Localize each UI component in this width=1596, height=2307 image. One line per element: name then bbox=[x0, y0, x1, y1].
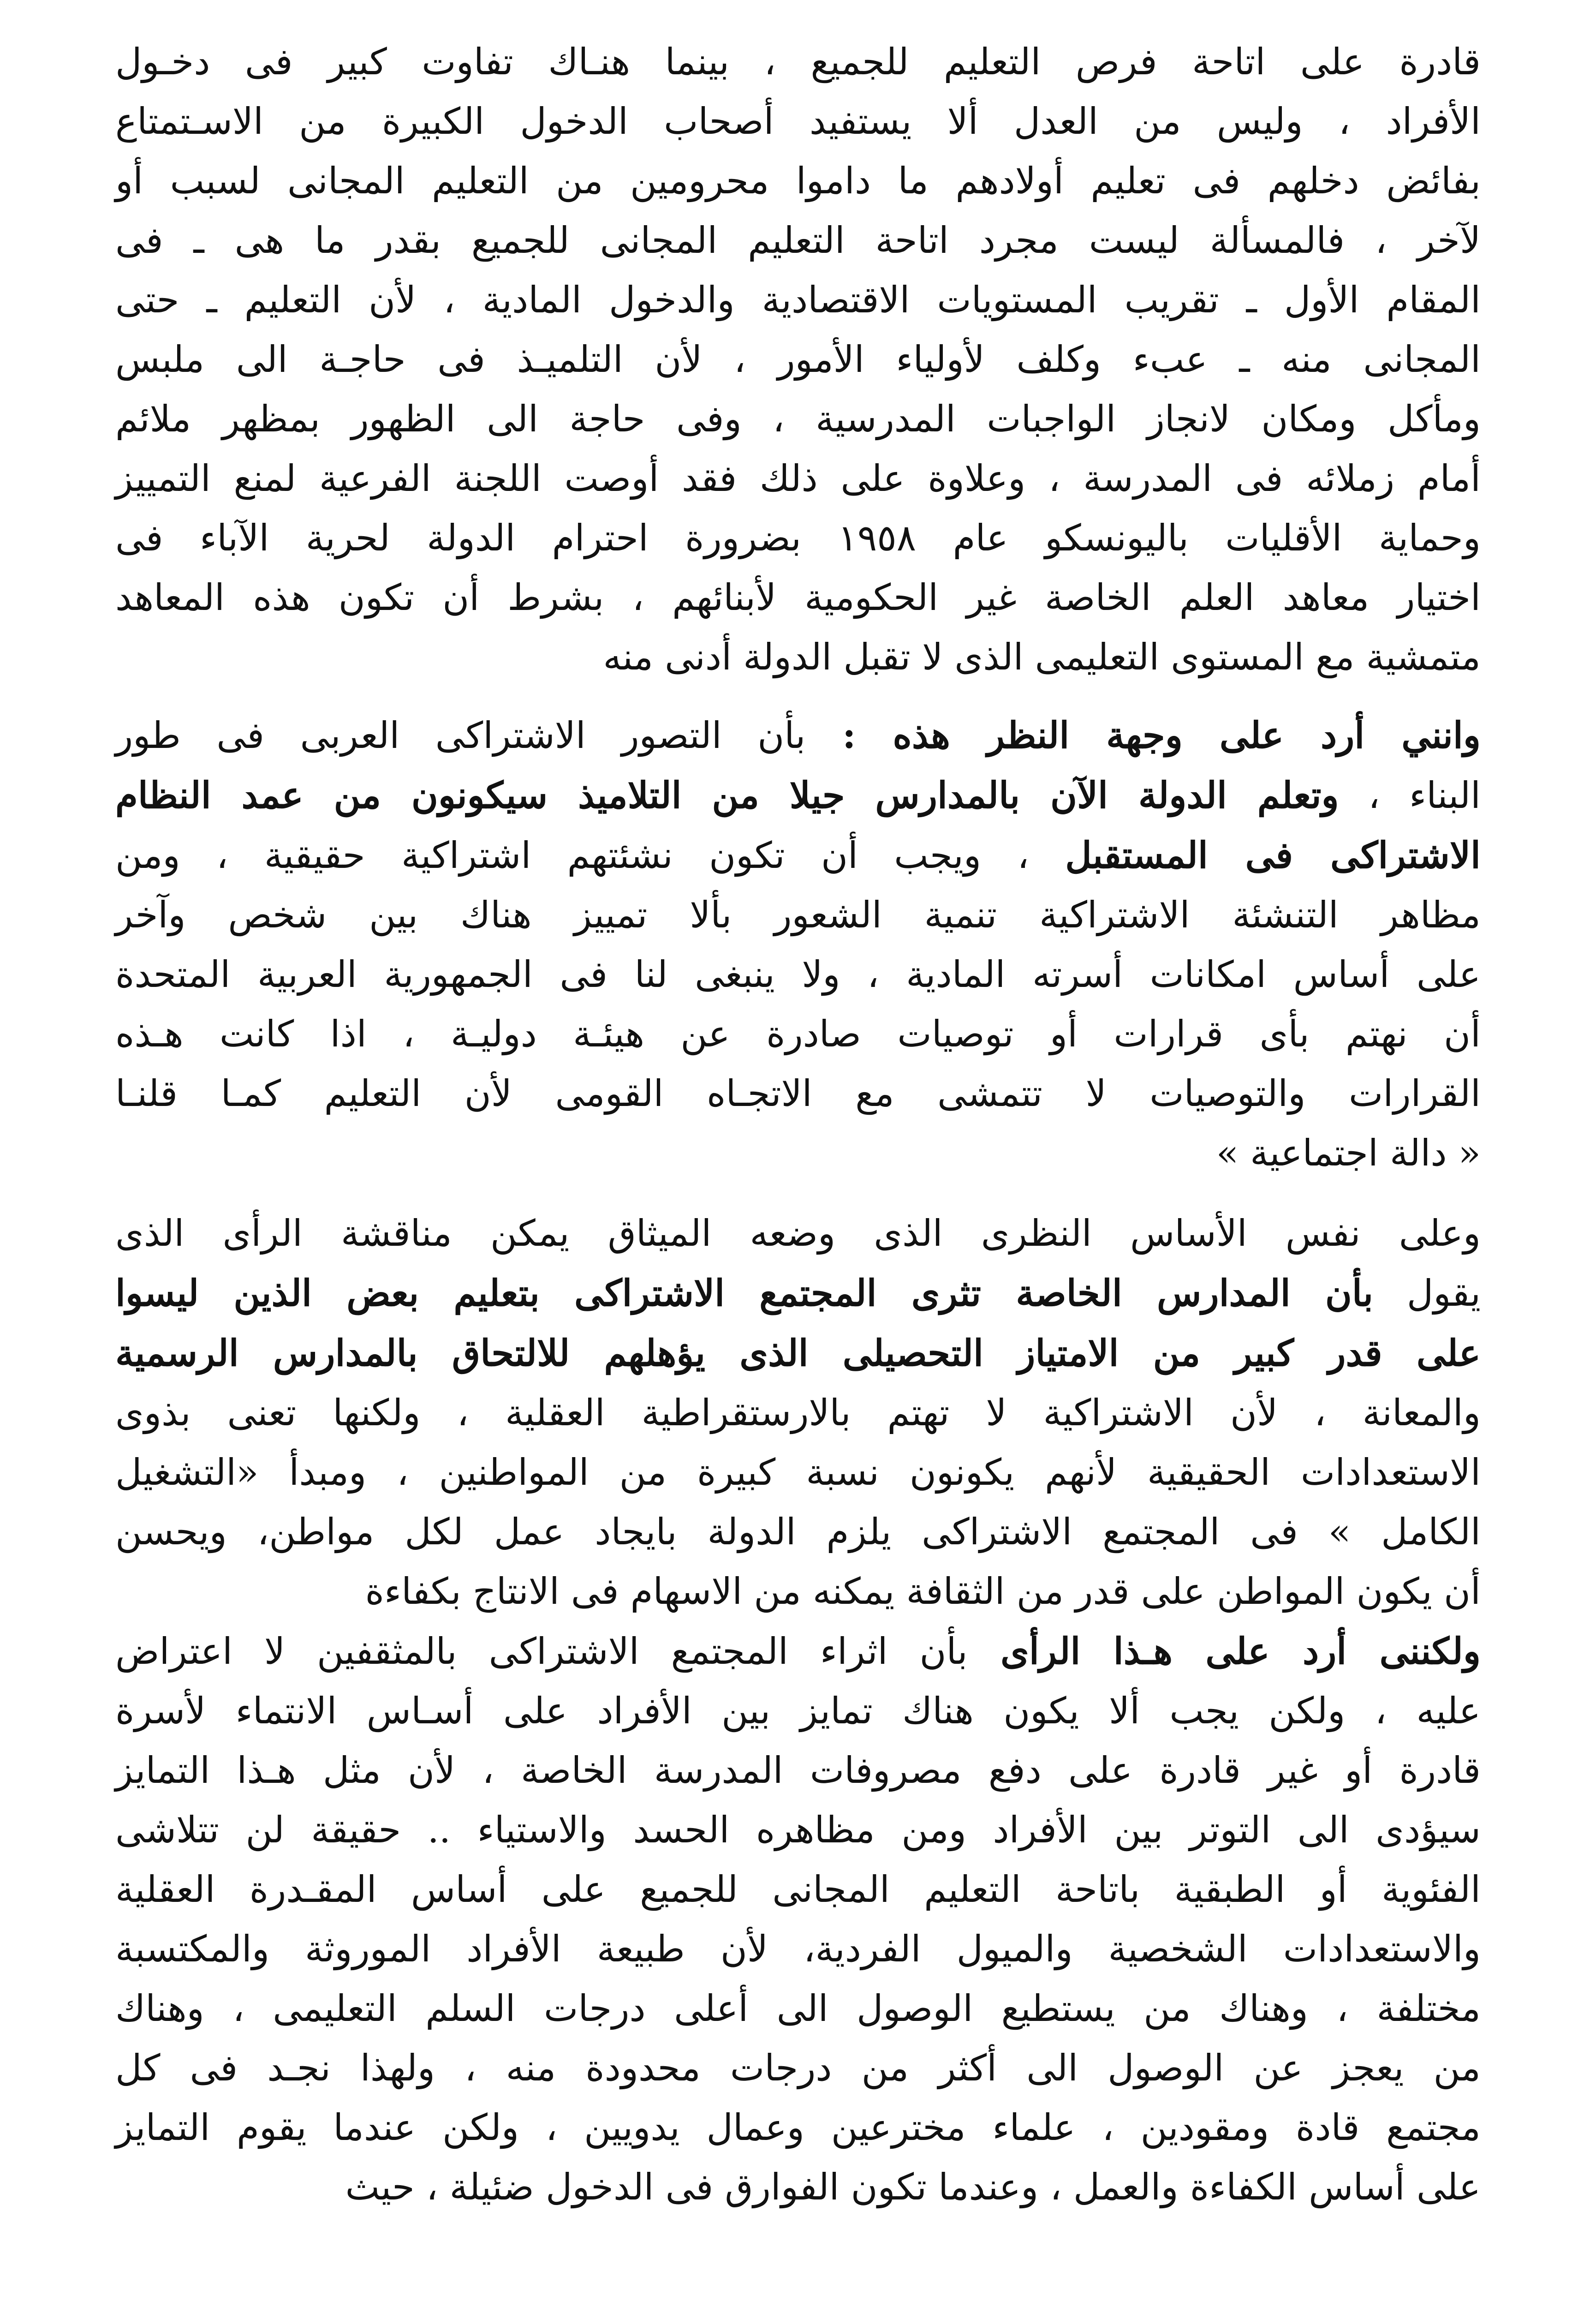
text-line bbox=[115, 705, 1481, 765]
text-line bbox=[115, 330, 1481, 389]
text-line bbox=[115, 1562, 1481, 1621]
text-line bbox=[115, 449, 1481, 508]
text-segment: الفئوية أو الطبقية باتاحة التعليم المجانى للجميع على أساس المقـدرة العقلية bbox=[115, 1868, 1481, 1911]
text-line bbox=[115, 1860, 1481, 1919]
bold-text-segment: على قدر كبير من الامتياز التحصيلى الذى يؤهلهم للالتحاق بالمدارس الرسمية bbox=[115, 1332, 1481, 1375]
text-segment: من يعجز عن الوصول الى أكثر من درجات محدودة منه ، ولهذا نجـد فى كل bbox=[115, 2047, 1481, 2089]
paragraph-2 bbox=[115, 705, 1481, 1183]
text-segment: القرارات والتوصيات لا تتمشى مع الاتجـاه القومى لأن التعليم كمـا قلنـا bbox=[115, 1072, 1481, 1115]
text-line bbox=[115, 2158, 1481, 2217]
text-line bbox=[115, 1263, 1481, 1323]
text-line bbox=[115, 2098, 1481, 2158]
text-line bbox=[115, 389, 1481, 449]
text-line bbox=[115, 825, 1481, 885]
text-segment: سيؤدى الى التوتر بين الأفراد ومن مظاهره الحسد والاستياء .. حقيقة لن تتلاشى bbox=[115, 1809, 1481, 1851]
paragraph-4 bbox=[115, 1621, 1481, 2217]
text-line bbox=[115, 628, 1481, 687]
text-segment: عليه ، ولكن يجب ألا يكون هناك تمايز بين الأفراد على أسـاس الانتماء لأسرة bbox=[115, 1690, 1481, 1732]
text-line bbox=[115, 1621, 1481, 1681]
text-segment: مختلفة ، وهناك من يستطيع الوصول الى أعلى درجات السلم التعليمى ، وهناك bbox=[115, 1987, 1481, 2030]
text-segment: مظاهر التنشئة الاشتراكية تنمية الشعور بألا تمييز هناك بين شخص وآخر bbox=[115, 894, 1481, 936]
text-segment: اختيار معاهد العلم الخاصة غير الحكومية لأبنائهم ، بشرط أن تكون هذه المعاهد bbox=[115, 576, 1481, 619]
text-segment: « دالة اجتماعية » bbox=[1216, 1132, 1481, 1174]
paragraph-1 bbox=[115, 32, 1481, 687]
text-segment: مجتمع قادة ومقودين ، علماء مخترعين وعمال يدويين ، ولكن عندما يقوم التمايز bbox=[115, 2106, 1481, 2149]
text-segment: على أساس الكفاءة والعمل ، وعندما تكون الفوارق فى الدخول ضئيلة ، حيث bbox=[345, 2166, 1481, 2208]
text-line bbox=[115, 885, 1481, 945]
text-segment: وحماية الأقليات باليونسكو عام ١٩٥٨ بضرورة احترام الدولة لحرية الآباء فى bbox=[115, 517, 1481, 559]
text-segment: المقام الأول ـ تقريب المستويات الاقتصادية والدخول المادية ، لأن التعليم ـ حتى bbox=[115, 279, 1481, 321]
text-line bbox=[115, 1323, 1481, 1383]
text-line bbox=[115, 151, 1481, 211]
text-line bbox=[115, 1124, 1481, 1183]
text-segment: على أساس امكانات أسرته المادية ، ولا ينبغى لنا فى الجمهورية العربية المتحدة bbox=[115, 953, 1481, 996]
text-segment: متمشية مع المستوى التعليمى الذى لا تقبل الدولة أدنى منه bbox=[603, 636, 1481, 678]
paragraph-3 bbox=[115, 1204, 1481, 1621]
bold-text-segment: وتعلم الدولة الآن بالمدارس جيلا من التلاميذ سيكونون من عمد النظام bbox=[115, 774, 1339, 817]
text-line bbox=[115, 92, 1481, 151]
text-line bbox=[115, 568, 1481, 628]
text-segment: الكامل » فى المجتمع الاشتراكى يلزم الدولة بايجاد عمل لكل مواطن، ويحسن bbox=[115, 1511, 1481, 1553]
text-line bbox=[115, 765, 1481, 825]
text-segment: يقول bbox=[1373, 1272, 1481, 1315]
bold-text-segment: الاشتراكى فى المستقبل bbox=[1065, 834, 1481, 877]
text-segment: بفائض دخلهم فى تعليم أولادهم ما داموا محرومين من التعليم المجانى لسبب أو bbox=[115, 160, 1481, 202]
text-line bbox=[115, 508, 1481, 568]
bold-text-segment: وانني أرد على وجهة النظر هذه : bbox=[805, 714, 1481, 757]
text-line bbox=[115, 2038, 1481, 2098]
text-line bbox=[115, 945, 1481, 1004]
text-segment: أن نهتم بأى قرارات أو توصيات صادرة عن هيئـة دوليـة ، اذا كانت هـذه bbox=[115, 1013, 1481, 1055]
text-segment: قادرة على اتاحة فرص التعليم للجميع ، بينما هنـاك تفاوت كبير فى دخـول bbox=[115, 41, 1481, 83]
text-segment: وعلى نفس الأساس النظرى الذى وضعه الميثاق يمكن مناقشة الرأى الذى bbox=[115, 1212, 1481, 1255]
text-line bbox=[115, 1204, 1481, 1263]
text-segment: ومأكل ومكان لانجاز الواجبات المدرسية ، وفى حاجة الى الظهور بمظهر ملائم bbox=[115, 398, 1481, 440]
text-line bbox=[115, 1064, 1481, 1124]
text-line bbox=[115, 1443, 1481, 1502]
text-line bbox=[115, 1800, 1481, 1860]
text-segment: لآخر ، فالمسألة ليست مجرد اتاحة التعليم المجانى للجميع بقدر ما هى ـ فى bbox=[115, 219, 1481, 262]
text-segment: المجانى منه ـ عبء وكلف لأولياء الأمور ، لأن التلميـذ فى حاجـة الى ملبس bbox=[115, 338, 1481, 381]
text-segment: أن يكون المواطن على قدر من الثقافة يمكنه من الاسهام فى الانتاج بكفاءة bbox=[365, 1570, 1481, 1613]
text-segment: والمعانة ، لأن الاشتراكية لا تهتم بالارستقراطية العقلية ، ولكنها تعنى بذوى bbox=[115, 1392, 1481, 1434]
text-line bbox=[115, 32, 1481, 92]
text-line bbox=[115, 1004, 1481, 1064]
text-segment: بأن اثراء المجتمع الاشتراكى بالمثقفين لا اعتراض bbox=[115, 1630, 968, 1673]
text-segment: الأفراد ، وليس من العدل ألا يستفيد أصحاب الدخول الكبيرة من الاسـتمتاع bbox=[115, 100, 1481, 143]
text-segment: بأن التصور الاشتراكى العربى فى طور bbox=[115, 714, 806, 757]
text-line bbox=[115, 211, 1481, 270]
document-page bbox=[115, 32, 1481, 2217]
bold-text-segment: بأن المدارس الخاصة تثرى المجتمع الاشتراكى بتعليم بعض الذين ليسوا bbox=[115, 1272, 1373, 1315]
text-segment: أمام زملائه فى المدرسة ، وعلاوة على ذلك فقد أوصت اللجنة الفرعية لمنع التمييز bbox=[115, 457, 1481, 500]
text-segment: البناء ، bbox=[1339, 774, 1481, 817]
text-line bbox=[115, 270, 1481, 330]
text-segment: ، ويجب أن تكون نشئتهم اشتراكية حقيقية ، ومن bbox=[115, 834, 1066, 877]
text-segment: قادرة أو غير قادرة على دفع مصروفات المدرسة الخاصة ، لأن مثل هـذا التمايز bbox=[115, 1749, 1481, 1792]
text-segment: والاستعدادات الشخصية والميول الفردية، لأن طبيعة الأفراد الموروثة والمكتسبة bbox=[115, 1928, 1481, 1970]
text-line bbox=[115, 1979, 1481, 2038]
text-line bbox=[115, 1741, 1481, 1800]
text-segment: الاستعدادات الحقيقية لأنهم يكونون نسبة كبيرة من المواطنين ، ومبدأ «التشغيل bbox=[115, 1451, 1481, 1494]
text-line bbox=[115, 1919, 1481, 1979]
text-line bbox=[115, 1502, 1481, 1562]
bold-text-segment: ولكننى أرد على هـذا الرأى bbox=[967, 1630, 1481, 1673]
text-line bbox=[115, 1681, 1481, 1741]
text-line bbox=[115, 1383, 1481, 1443]
